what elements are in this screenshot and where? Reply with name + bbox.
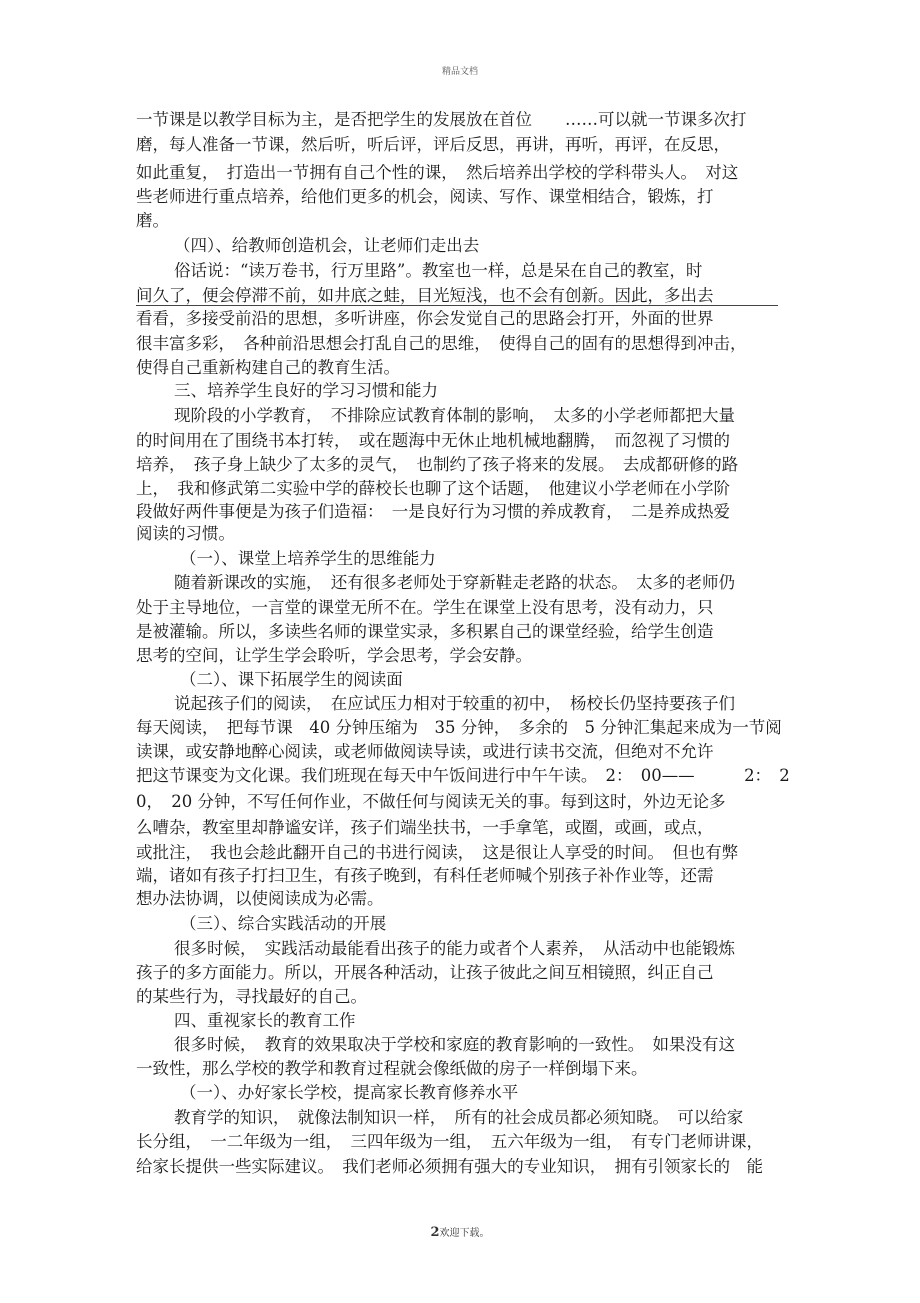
text-line: 如此重复， 打造出一节拥有自己个性的课， 然后培养出学校的学科带头人。 对这 <box>136 163 739 182</box>
text-line: 端，诸如有孩子打扫卫生，有孩子晚到，有科任老师喊个别孩子补作业等，还需 <box>136 866 714 885</box>
text-line: 现阶段的小学教育， 不排除应试教育体制的影响， 太多的小学老师都把大量 <box>174 406 735 425</box>
text-line: 思考的空间，让学生学会聆听，学会思考，学会安静。 <box>136 646 532 665</box>
section-heading: （三）、综合实践活动的开展 <box>180 914 387 933</box>
section-heading: （一）、课堂上培养学生的思维能力 <box>180 549 436 568</box>
page-number: 2 <box>430 1225 440 1240</box>
text-line: 间久了，便会停滞不前，如井底之蛙，目光短浅，也不会有创新。因此，多出去 <box>136 286 714 305</box>
text-line: 一致性，那么学校的教学和教育过程就会像纸做的房子一样倒塌下来。 <box>136 1059 648 1078</box>
text-line: 些老师进行重点培养，给他们更多的机会，阅读、写作、课堂相结合，锻炼，打 <box>136 187 714 206</box>
text-line: 把这节课变为文化课。我们班现在每天中午饭间进行中午午读。 2： 00—— 2： 2 <box>136 766 790 785</box>
text-line: 磨。 <box>136 211 169 230</box>
text-line: 说起孩子们的阅读， 在应试压力相对于较重的初中， 杨校长仍坚持要孩子们 <box>174 694 735 713</box>
page-header: 精品文档 <box>441 67 478 77</box>
text-line: 处于主导地位，一言堂的课堂无所不在。学生在课堂上没有思考，没有动力，只 <box>136 598 714 617</box>
text-line: 俗话说：“读万卷书，行万里路”。教室也一样，总是呆在自己的教室，时 <box>174 261 703 280</box>
text-line: 培养， 孩子身上缺少了太多的灵气， 也制约了孩子将来的发展。 去成都研修的路 <box>136 455 739 474</box>
text-line: 很多时候， 实践活动最能看出孩子的能力或者个人素养， 从活动中也能锻炼 <box>174 939 735 958</box>
text-line: 阅读的习惯。 <box>136 524 235 543</box>
footer-text: 欢迎下载 <box>439 1228 480 1239</box>
page-footer <box>0 1224 920 1240</box>
text-line: 上， 我和修武第二实验中学的薛校长也聊了这个话题， 他建议小学老师在小学阶 <box>136 479 730 498</box>
text-line: 的某些行为，寻找最好的自己。 <box>136 987 367 1006</box>
text-line: 的时间用在了围绕书本打转， 或在题海中无休止地机械地翻腾， 而忽视了习惯的 <box>136 431 730 450</box>
text-line: 想办法协调，以使阅读成为必需。 <box>136 889 384 908</box>
text-line: 使得自己重新构建自己的教育生活。 <box>136 358 400 377</box>
text-line: 么嘈杂，教室里却静谧安详，孩子们端坐扶书，一手拿笔，或圈，或画，或点， <box>136 818 714 837</box>
section-heading: （二）、课下拓展学生的阅读面 <box>180 670 403 689</box>
horizontal-rule <box>136 305 778 306</box>
text-line: 很丰富多彩， 各种前沿思想会打乱自己的思维， 使得自己的固有的思想得到冲击， <box>136 334 747 353</box>
text-line: 很多时候， 教育的效果取决于学校和家庭的教育影响的一致性。 如果没有这 <box>174 1035 735 1054</box>
text-line: 0， 20 分钟，不写任何作业，不做任何与阅读无关的事。每到这时，外边无论多 <box>136 792 726 811</box>
section-heading: （四）、给教师创造机会，让老师们走出去 <box>174 236 480 255</box>
text-line: 看看，多接受前沿的思想，多听讲座，你会发觉自己的思路会打开，外面的世界 <box>136 309 714 328</box>
section-heading: 四、重视家长的教育工作 <box>174 1011 356 1030</box>
section-heading: 三、培养学生良好的学习习惯和能力 <box>174 381 438 400</box>
footer-suffix: 。 <box>479 1228 490 1239</box>
text-line: 读课，或安静地醉心阅读，或老师做阅读导读，或进行读书交流，但绝对不允许 <box>136 742 714 761</box>
text-line: 给家长提供一些实际建议。 我们老师必须拥有强大的专业知识， 拥有引领家长的 能 <box>136 1157 763 1176</box>
text-line: 每天阅读， 把每节课 40 分钟压缩为 35 分钟， 多余的 5 分钟汇集起来成为一节阅 <box>136 718 782 737</box>
text-line: 或批注， 我也会趁此翻开自己的书进行阅读， 这是很让人享受的时间。 但也有弊 <box>136 843 739 862</box>
section-heading: （一）、办好家长学校，提高家长教育修养水平 <box>180 1083 519 1102</box>
text-line: 长分组， 一二年级为一组， 三四年级为一组， 五六年级为一组， 有专门老师讲课， <box>136 1132 763 1151</box>
text-line: 是被灌输。所以，多读些名师的课堂实录，多积累自己的课堂经验，给学生创造 <box>136 622 714 641</box>
text-line: 一节课是以教学目标为主，是否把学生的发展放在首位 ……可以就一节课多次打 <box>136 110 747 129</box>
text-line: 教育学的知识， 就像法制知识一样， 所有的社会成员都必须知晓。 可以给家 <box>174 1108 744 1127</box>
text-line: 磨，每人准备一节课，然后听，听后评，评后反思，再讲，再听，再评，在反思， <box>136 135 730 154</box>
text-line: 孩子的多方面能力。所以，开展各种活动，让孩子彼此之间互相镜照，纠正自己 <box>136 963 714 982</box>
text-line: 随着新课改的实施， 还有很多老师处于穿新鞋走老路的状态。 太多的老师仍 <box>174 573 735 592</box>
text-line: 段做好两件事便是为孩子们造福： 一是良好行为习惯的养成教育， 二是养成热爱 <box>136 502 730 521</box>
